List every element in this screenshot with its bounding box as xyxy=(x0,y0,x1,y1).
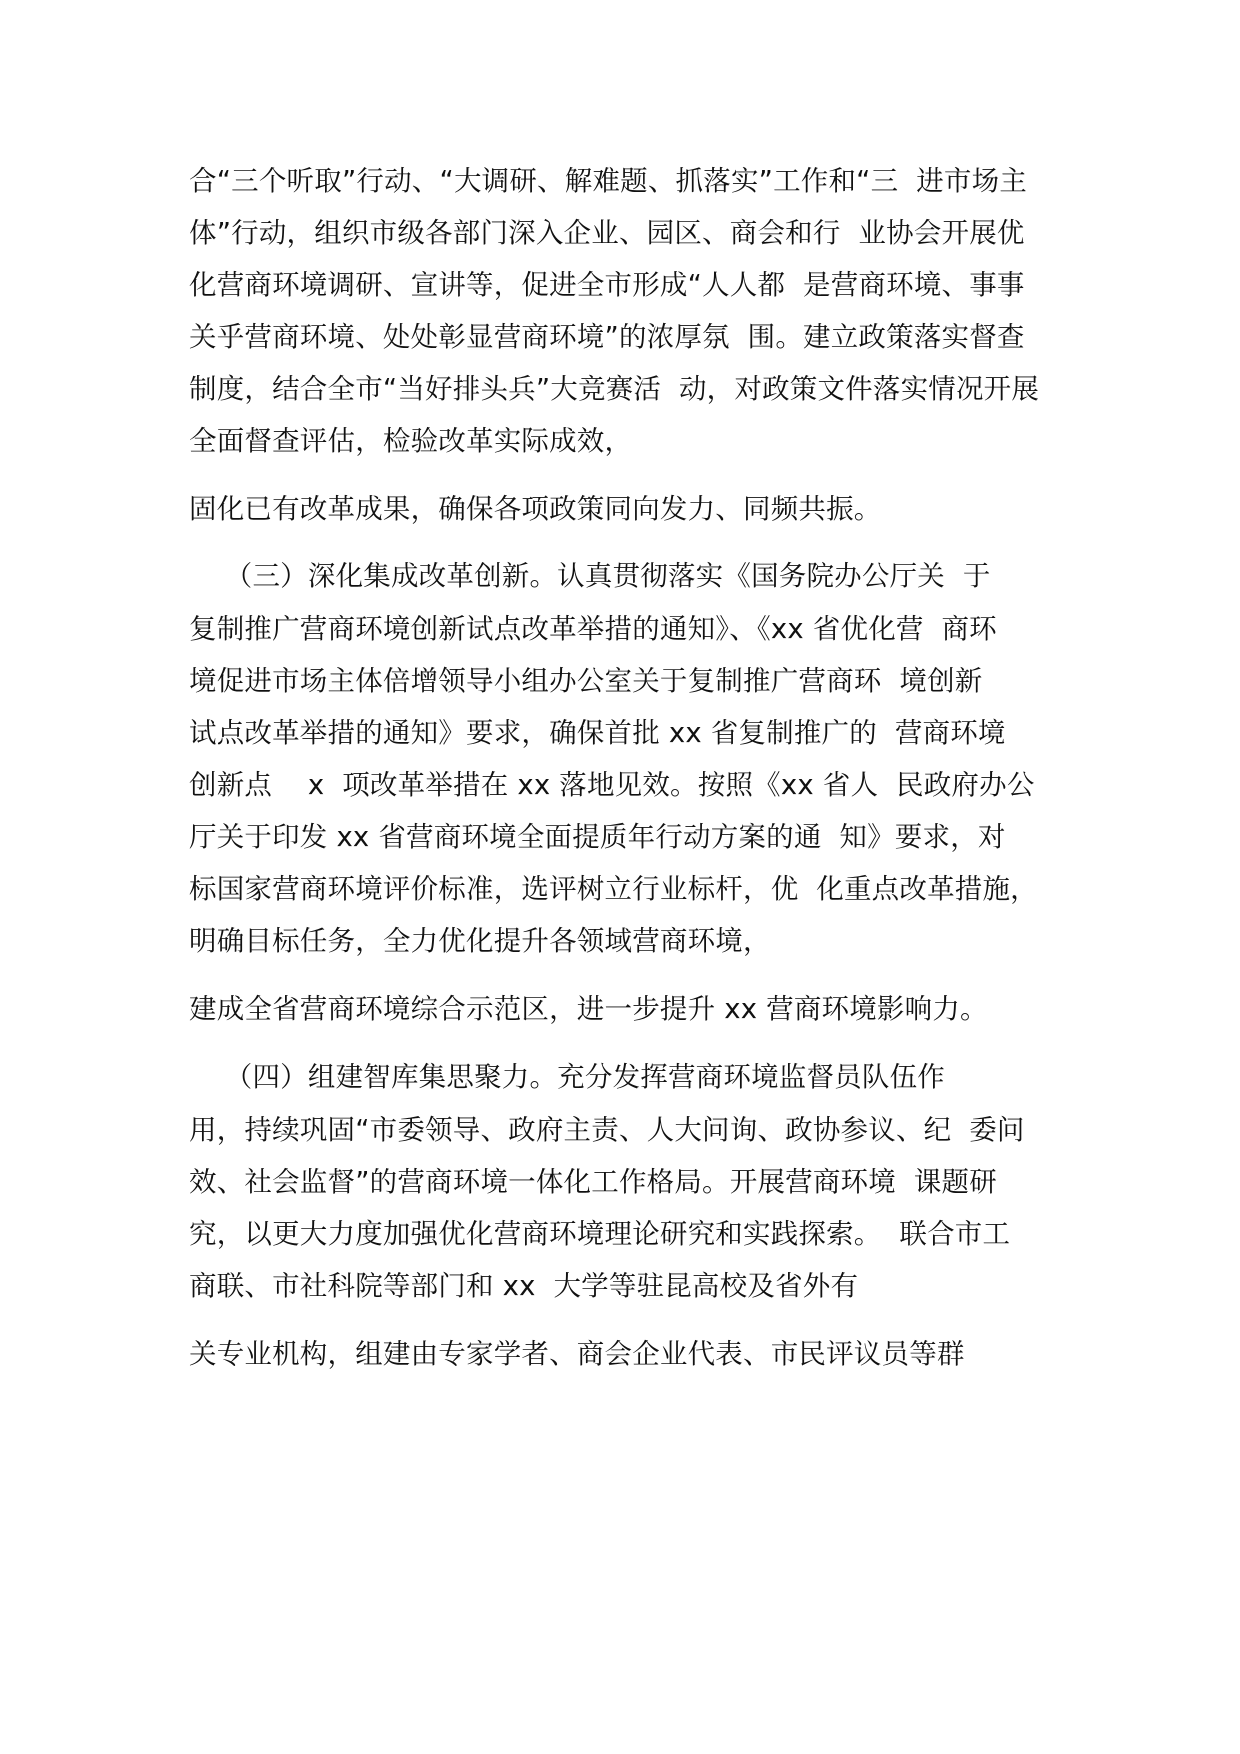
text-line: 明确目标任务，全力优化提升各领域营商环境， xyxy=(189,925,771,957)
text-line: 用，持续巩固“市委领导、政府主责、人大问询、政协参议、纪 委问 xyxy=(189,1114,1025,1146)
text-line: 全面督查评估，检验改革实际成效， xyxy=(189,425,633,457)
text-line: 合“三个听取”行动、“大调研、解难题、抓落实”工作和“三 进市场主 xyxy=(189,165,1028,197)
text-line: 效、社会监督”的营商环境一体化工作格局。开展营商环境 课题研 xyxy=(189,1166,997,1198)
text-line: （三）深化集成改革创新。认真贯彻落实《国务院办公厅关 于 xyxy=(189,560,991,592)
text-line: 固化已有改革成果，确保各项政策同向发力、同频共振。 xyxy=(189,493,882,525)
text-line: 化营商环境调研、宣讲等，促进全市形成“人人都 是营商环境、事事 xyxy=(189,269,1025,301)
text-line: 境促进市场主体倍增领导小组办公室关于复制推广营商环 境创新 xyxy=(189,665,983,697)
text-line: 创新点 x 项改革举措在 xx 落地见效。按照《xx 省人 民政府办公 xyxy=(189,769,1035,801)
text-line: 关乎营商环境、处处彰显营商环境”的浓厚氛 围。建立政策落实督查 xyxy=(189,321,1025,353)
text-line: 试点改革举措的通知》要求，确保首批 xx 省复制推广的 营商环境 xyxy=(189,717,1006,749)
text-line: 复制推广营商环境创新试点改革举措的通知》、《xx 省优化营 商环 xyxy=(189,613,997,645)
text-line: （四）组建智库集思聚力。充分发挥营商环境监督员队伍作 xyxy=(189,1061,945,1093)
text-line: 建成全省营商环境综合示范区，进一步提升 xx 营商环境影响力。 xyxy=(189,993,988,1025)
text-line: 厅关于印发 xx 省营商环境全面提质年行动方案的通 知》要求，对 xyxy=(189,821,1006,853)
text-line: 标国家营商环境评价标准，选评树立行业标杆，优 化重点改革措施， xyxy=(189,873,1038,905)
text-line: 关专业机构，组建由专家学者、商会企业代表、市民评议员等群 xyxy=(189,1338,965,1370)
text-line: 商联、市社科院等部门和 xx 大学等驻昆高校及省外有 xyxy=(189,1270,859,1302)
text-line: 体”行动，组织市级各部门深入企业、园区、商会和行 业协会开展优 xyxy=(189,217,1025,249)
text-line: 制度，结合全市“当好排头兵”大竞赛活 动，对政策文件落实情况开展 xyxy=(189,373,1040,405)
text-line: 究，以更大力度加强优化营商环境理论研究和实践探索。 联合市工 xyxy=(189,1218,1011,1250)
